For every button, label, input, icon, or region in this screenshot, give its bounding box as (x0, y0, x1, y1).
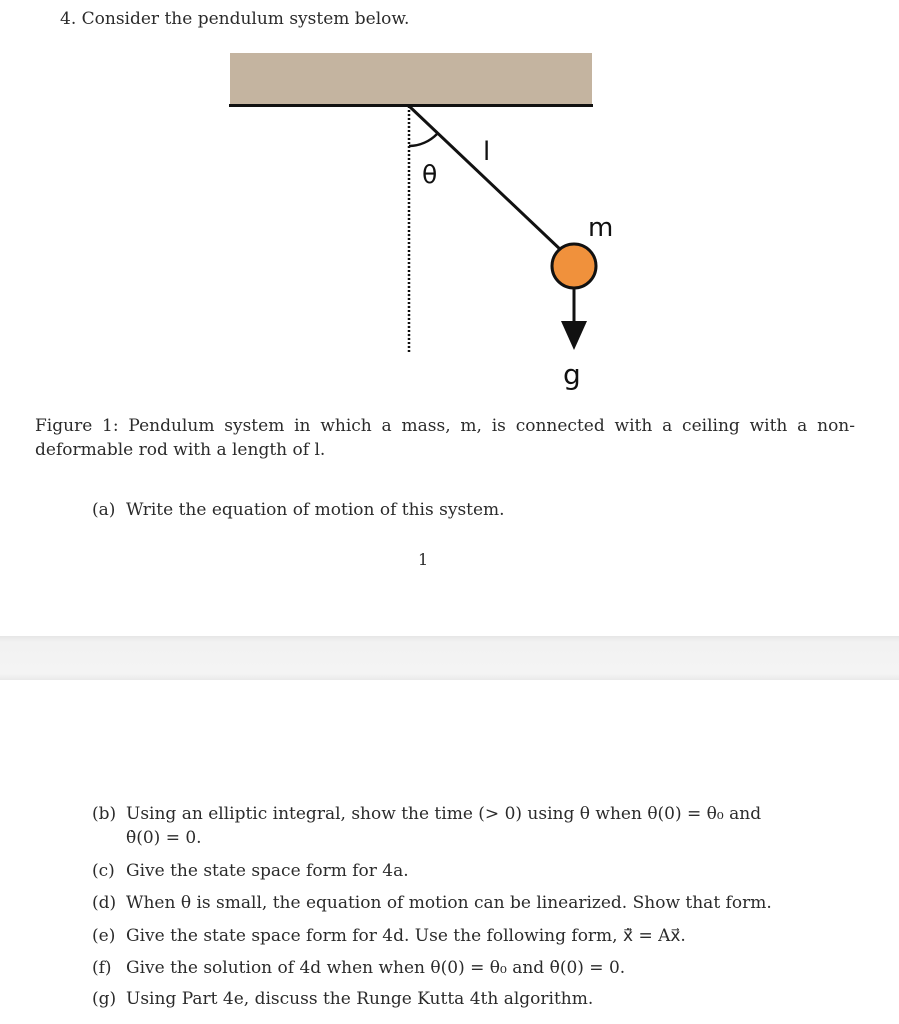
page-separator (0, 636, 899, 680)
part-g (92, 988, 593, 1010)
part-text: Give the solution of 4d when when θ(0) = θ₀ and θ̇(0) = 0. (126, 958, 626, 978)
part-text: Give the state space form for 4a. (126, 861, 409, 881)
gravity-label: g (563, 358, 581, 391)
angle-label: θ (422, 160, 438, 189)
mass-label: m (588, 213, 614, 243)
part-b (92, 803, 761, 825)
figure-caption: Figure 1: Pendulum system in which a mass, m, is connected with a ceiling with a non-deformable rod with a length of l. (35, 416, 855, 460)
part-f (92, 957, 625, 979)
part-text: Using an elliptic integral, show the time (> 0) using θ when θ(0) = θ₀ and (126, 804, 762, 824)
part-e (92, 925, 686, 947)
part-text: Write the equation of motion of this system. (126, 500, 505, 520)
ceiling-block (230, 53, 592, 105)
part-label: (d) (92, 893, 117, 913)
part-c (92, 860, 409, 882)
angle-arc (409, 134, 437, 146)
part-label: (a) (92, 500, 116, 520)
question-header: 4. Consider the pendulum system below. (60, 9, 410, 29)
pendulum-bob (552, 244, 596, 288)
part-text: Give the state space form for 4d. Use the following form, x⃗̇ = Ax⃗. (126, 926, 686, 946)
part-text: When θ is small, the equation of motion can be linearized. Show that form. (126, 893, 772, 913)
part-label: (e) (92, 926, 116, 946)
part-label: (g) (92, 989, 117, 1009)
gravity-arrow-head (561, 321, 587, 350)
part-b-continuation: θ̇(0) = 0. (126, 828, 202, 848)
part-d (92, 892, 772, 914)
part-a (92, 499, 505, 521)
part-text: Using Part 4e, discuss the Runge Kutta 4th algorithm. (126, 989, 594, 1009)
page-number: 1 (418, 550, 429, 569)
part-label: (b) (92, 804, 117, 824)
part-label: (f) (92, 958, 112, 978)
pendulum-figure (0, 0, 899, 400)
part-label: (c) (92, 861, 115, 881)
rod-label: l (483, 137, 491, 167)
